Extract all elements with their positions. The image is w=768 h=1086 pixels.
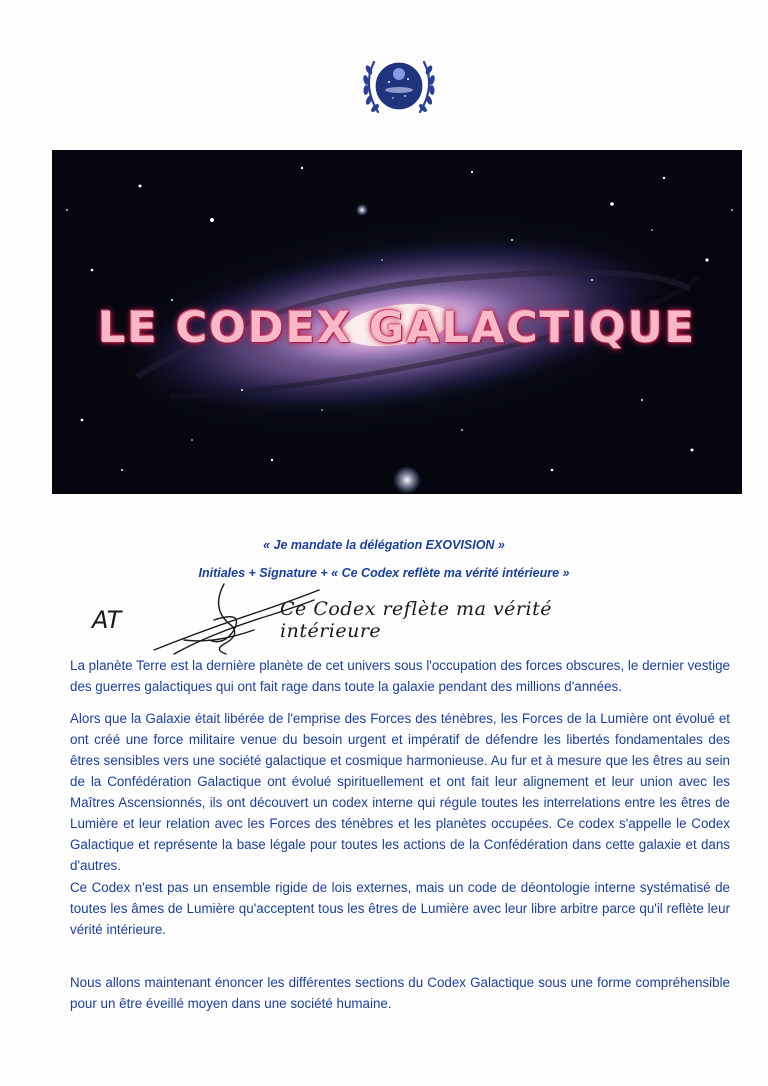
- galaxy-banner: [52, 150, 742, 494]
- handwritten-initials: AT: [92, 606, 122, 634]
- paragraph-confederation: Alors que la Galaxie était libérée de l'emprise des Forces des ténèbres, les Forces de la Lumière ont évolué et ont créé une force militaire venue du besoin urgent et impératif de défendre les libertés fondamentales des êtres sensibles vers une société galactique et cosmique harmonieuse. Au fur et à mesure que les êtres au sein de la Confédération Galactique ont évolué spirituellement et ont fait leur alignement et leur union avec les Maîtres Ascensionnés, ils ont découvert un codex interne qui régule toutes les interrelations entre les êtres de Lumière et leur relation avec les Forces des ténèbres et les planètes occupées. Ce codex s'appelle le Codex Galactique et représente la base légale pour toutes les actions de la Confédération dans cette galaxie et dans d'autres.: [70, 711, 730, 873]
- mandate-line: « Je mandate la délégation EXOVISION »: [263, 538, 505, 552]
- paragraph-sections: Nous allons maintenant énoncer les différentes sections du Codex Galactique sous une forme compréhensible pour un être éveillé moyen dans une société humaine.: [70, 975, 730, 1011]
- signature-area: [90, 580, 650, 658]
- laurel-globe-emblem-icon: [356, 52, 442, 122]
- paragraph-intro: La planète Terre est la dernière planète de cet univers sous l'occupation des forces obscures, le dernier vestige des guerres galactiques qui ont fait rage dans toute la galaxie pendant des millions d'années.: [70, 658, 730, 694]
- banner-title: LE CODEX GALACTIQUE: [97, 303, 697, 353]
- paragraph-codex-nature: Ce Codex n'est pas un ensemble rigide de lois externes, mais un code de déontologie interne systématisé de toutes les âmes de Lumière qu'acceptent tous les êtres de Lumière avec leur libre arbitre parce qu'il reflète leur vérité intérieure.: [70, 880, 730, 937]
- handwritten-statement: Ce Codex reflète ma vérité intérieure: [280, 598, 552, 642]
- signature-instructions: Initiales + Signature + « Ce Codex reflète ma vérité intérieure »: [198, 566, 570, 580]
